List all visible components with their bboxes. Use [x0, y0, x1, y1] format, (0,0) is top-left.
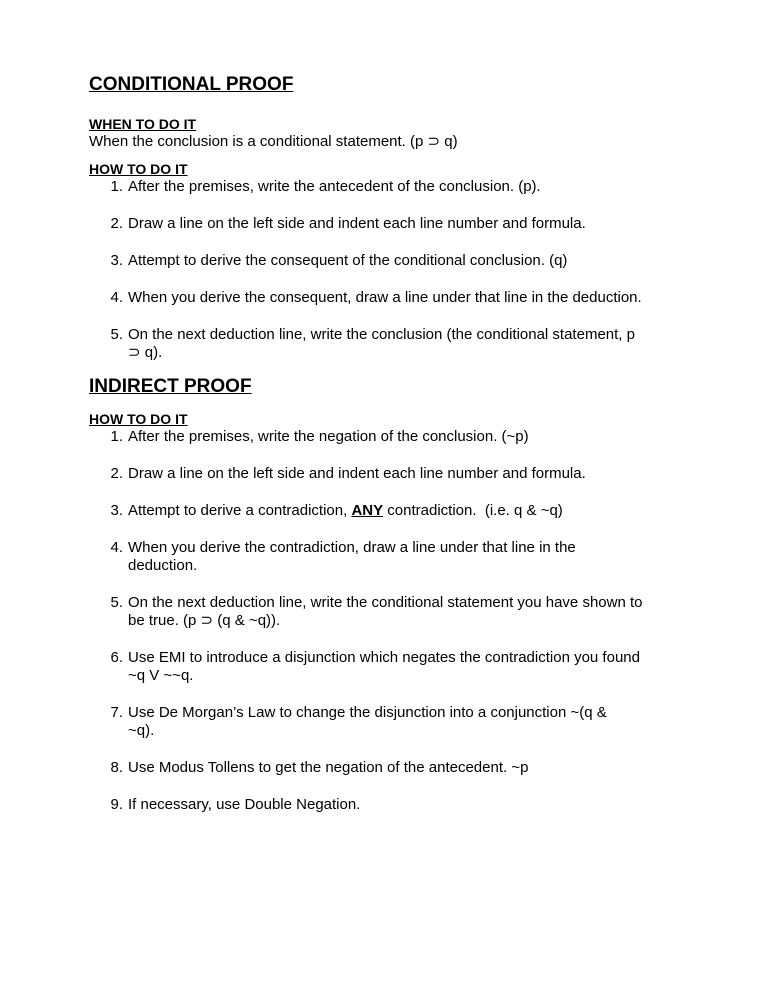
- step-number: 3.: [110, 502, 123, 519]
- step-text: When you derive the consequent, draw a line under that line in the deduction.: [128, 289, 642, 306]
- list-item: [89, 215, 709, 233]
- list-item: [89, 704, 709, 740]
- list-item: [89, 428, 709, 446]
- step-text-pre: Attempt to derive a contradiction,: [128, 502, 352, 519]
- document-page: [89, 74, 709, 814]
- list-item: [89, 649, 709, 685]
- step-text: After the premises, write the antecedent of the conclusion. (p).: [128, 178, 541, 195]
- emphasis-any: ANY: [351, 502, 384, 519]
- step-text: Draw a line on the left side and indent each line number and formula.: [128, 465, 586, 482]
- how-heading: HOW TO DO IT: [89, 161, 188, 177]
- list-item: [89, 796, 709, 814]
- step-text: On the next deduction line, write the conditional statement you have shown to be true. (p ⊃ (q & ~q)).: [128, 594, 643, 629]
- indirect-proof-title: INDIRECT PROOF: [89, 376, 252, 397]
- step-number: 5.: [110, 594, 123, 611]
- step-number: 8.: [110, 759, 123, 776]
- step-text: [123, 502, 563, 520]
- conditional-steps: [89, 178, 709, 362]
- conditional-proof-title: CONDITIONAL PROOF: [89, 74, 294, 95]
- list-item: [89, 539, 709, 575]
- step-text: On the next deduction line, write the conclusion (the conditional statement, p ⊃ q).: [128, 326, 635, 361]
- list-item: [89, 252, 709, 270]
- step-text: If necessary, use Double Negation.: [128, 796, 361, 813]
- step-number: 2.: [110, 215, 123, 232]
- list-item: [89, 759, 709, 777]
- step-text-post: contradiction. (i.e. q & ~q): [383, 502, 563, 519]
- step-number: 4.: [110, 289, 123, 306]
- step-text: When you derive the contradiction, draw a line under that line in the deduction.: [128, 539, 576, 574]
- step-text: Use EMI to introduce a disjunction which negates the contradiction you found ~q V ~~q.: [128, 649, 640, 684]
- list-item: [89, 289, 709, 307]
- list-item: [89, 178, 709, 196]
- when-text: When the conclusion is a conditional statement. (p ⊃ q): [89, 133, 458, 150]
- step-number: 7.: [110, 704, 123, 721]
- step-text: After the premises, write the negation of the conclusion. (~p): [128, 428, 529, 445]
- step-text: Use De Morgan’s Law to change the disjunction into a conjunction ~(q & ~q).: [128, 704, 607, 739]
- list-item: [89, 594, 709, 630]
- list-item: [89, 465, 709, 483]
- step-number: 5.: [110, 326, 123, 343]
- step-text: Draw a line on the left side and indent each line number and formula.: [128, 215, 586, 232]
- when-heading: WHEN TO DO IT: [89, 116, 197, 132]
- step-number: 3.: [110, 252, 123, 269]
- indirect-steps: [89, 428, 709, 814]
- step-number: 1.: [110, 428, 123, 445]
- step-number: 2.: [110, 465, 123, 482]
- list-item: [89, 502, 709, 520]
- list-item: [89, 326, 709, 362]
- step-text: Attempt to derive the consequent of the conditional conclusion. (q): [128, 252, 568, 269]
- step-number: 1.: [110, 178, 123, 195]
- indirect-how-heading: HOW TO DO IT: [89, 411, 188, 427]
- step-number: 9.: [110, 796, 123, 813]
- step-number: 4.: [110, 539, 123, 556]
- step-number: 6.: [110, 649, 123, 666]
- step-text: Use Modus Tollens to get the negation of the antecedent. ~p: [128, 759, 529, 776]
